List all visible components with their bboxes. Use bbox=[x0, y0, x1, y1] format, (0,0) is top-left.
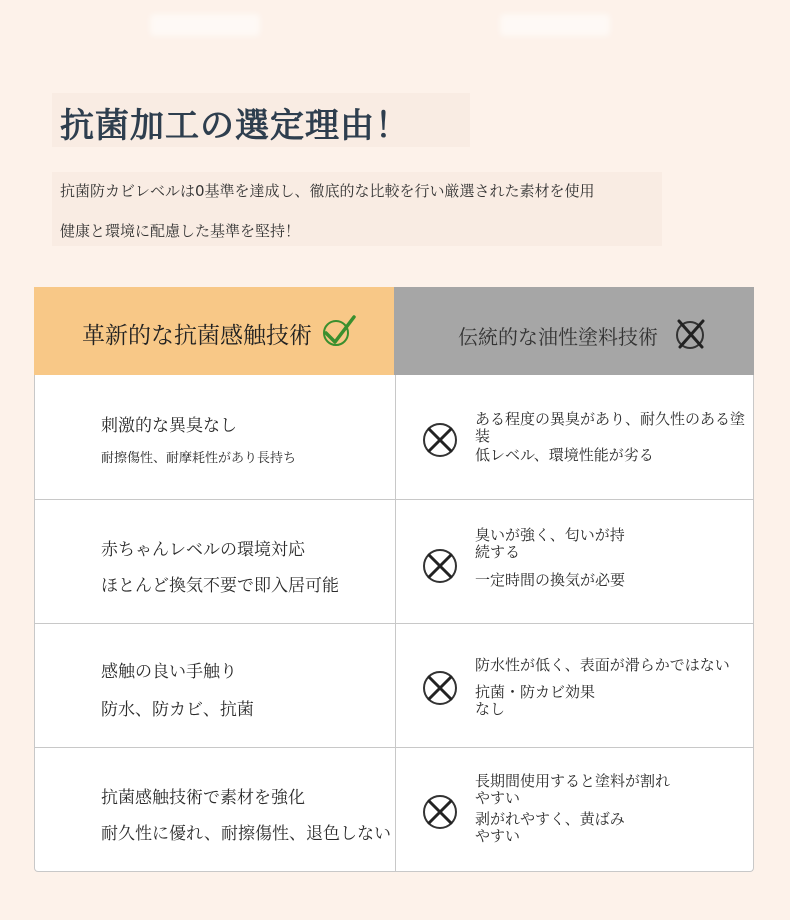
cross-icon bbox=[670, 313, 710, 353]
page-title: 抗菌加工の選定理由！ bbox=[60, 106, 410, 146]
table-header-right bbox=[394, 287, 754, 375]
comparison-table bbox=[34, 287, 754, 873]
faded-header-block-left bbox=[150, 14, 260, 36]
row-2-right-1a: 臭いが強く、匂いが持 bbox=[475, 526, 625, 544]
table-body bbox=[34, 375, 754, 872]
row-1-right-2: 低レベル、環境性能が劣る bbox=[475, 446, 654, 464]
row-3-left-sub: 防水、防カビ、抗菌 bbox=[101, 700, 254, 720]
faded-header-block-right bbox=[500, 14, 610, 36]
row-4-right-2a: 剥がれやすく、黄ばみ bbox=[475, 810, 625, 828]
cross-circle-icon bbox=[421, 547, 459, 585]
row-2-right-1b: 続する bbox=[475, 543, 521, 561]
row-1-left-main: 刺激的な異臭なし bbox=[101, 416, 237, 436]
row-1-left-sub: 耐擦傷性、耐摩耗性があり長持ち bbox=[101, 451, 297, 466]
row-4-right-1b: やすい bbox=[475, 789, 521, 807]
row-2-right-2: 一定時間の換気が必要 bbox=[475, 571, 626, 589]
check-icon bbox=[318, 311, 358, 351]
cross-circle-icon bbox=[421, 421, 459, 459]
row-4-right-2b: やすい bbox=[475, 827, 521, 845]
row-2-left-sub: ほとんど換気不要で即入居可能 bbox=[101, 576, 339, 596]
table-row bbox=[35, 499, 753, 624]
row-3-right-2b: なし bbox=[475, 700, 506, 718]
description-line-1: 抗菌防カビレベルは0基準を達成し、徹底的な比較を行い厳選された素材を使用 bbox=[60, 182, 595, 200]
table-row bbox=[35, 747, 753, 870]
right-header-label: 伝統的な油性塗料技術 bbox=[458, 325, 658, 349]
row-4-right-1a: 長期間使用すると塗料が割れ bbox=[475, 772, 671, 790]
cross-circle-icon bbox=[421, 669, 459, 707]
row-4-left-sub: 耐久性に優れ、耐擦傷性、退色しない bbox=[101, 824, 392, 844]
row-3-left-main: 感触の良い手触り bbox=[101, 662, 237, 682]
table-row bbox=[35, 375, 753, 500]
left-header-label: 革新的な抗菌感触技術 bbox=[82, 323, 312, 349]
row-4-left-main: 抗菌感触技術で素材を強化 bbox=[101, 788, 305, 808]
row-3-right-2a: 抗菌・防カビ効果 bbox=[475, 683, 596, 701]
faded-header bbox=[0, 8, 790, 44]
row-1-right-1: ある程度の異臭があり、耐久性のある塗装 bbox=[475, 410, 746, 445]
table-row bbox=[35, 623, 753, 748]
description-line-2: 健康と環境に配慮した基準を堅持！ bbox=[60, 222, 301, 240]
table-header-left bbox=[34, 287, 394, 375]
row-3-right-1: 防水性が低く、表面が滑らかではない bbox=[475, 656, 730, 674]
cross-circle-icon bbox=[421, 793, 459, 831]
row-2-left-main: 赤ちゃんレベルの環境対応 bbox=[101, 540, 305, 560]
